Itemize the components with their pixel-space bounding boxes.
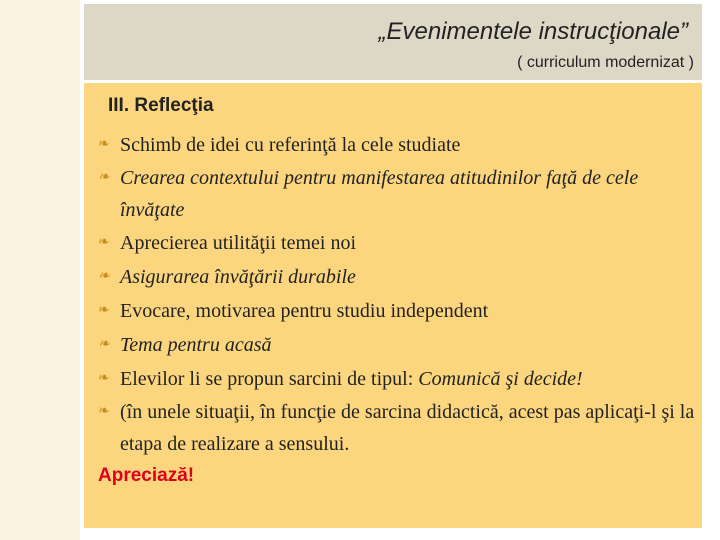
- list-item-text: Tema pentru acasă: [120, 334, 272, 356]
- list-item-text: Elevilor li se propun sarcini de tipul:: [120, 368, 419, 390]
- list-item-text: Asigurarea învăţării durabile: [120, 266, 356, 288]
- list-item: [98, 294, 698, 328]
- bullet-list: [98, 128, 698, 460]
- leaf-bullet-icon: ❧: [98, 303, 110, 318]
- list-item: [98, 328, 698, 362]
- footer-action-text: Apreciază!: [98, 465, 195, 486]
- list-item: [98, 128, 698, 162]
- leaf-bullet-icon: ❧: [98, 337, 110, 352]
- leaf-bullet-icon: ❧: [98, 137, 110, 152]
- left-decorative-strip: [0, 0, 80, 540]
- list-item-text: Crearea contextului pentru manifestarea atitudinilor faţă de cele învăţate: [120, 167, 639, 221]
- leaf-bullet-icon: ❧: [98, 269, 110, 284]
- slide-title: „Evenimentele instrucţionale”: [378, 18, 688, 45]
- leaf-bullet-icon: ❧: [98, 371, 110, 386]
- list-item: [98, 396, 698, 460]
- list-item: [98, 162, 698, 226]
- section-heading: III. Reflecţia: [108, 95, 214, 116]
- list-item-text: Schimb de idei cu referinţă la cele studiate: [120, 134, 461, 156]
- list-item-text: Evocare, motivarea pentru studiu independent: [120, 300, 489, 322]
- leaf-bullet-icon: ❧: [98, 170, 110, 185]
- list-item: [98, 362, 698, 396]
- leaf-bullet-icon: ❧: [98, 404, 110, 419]
- content-panel: [84, 83, 702, 528]
- list-item-text: Aprecierea utilităţii temei noi: [120, 232, 357, 254]
- list-item-text: (în unele situaţii, în funcţie de sarcina didactică, acest pas aplicaţi-l şi la etapa de realizare a sensului.: [120, 401, 695, 455]
- slide-header: [84, 4, 702, 80]
- list-item: [98, 260, 698, 294]
- list-item: [98, 226, 698, 260]
- leaf-bullet-icon: ❧: [98, 235, 110, 250]
- list-item-emphasis: Comunică şi decide!: [418, 368, 583, 390]
- slide-subtitle: ( curriculum modernizat ): [517, 54, 694, 71]
